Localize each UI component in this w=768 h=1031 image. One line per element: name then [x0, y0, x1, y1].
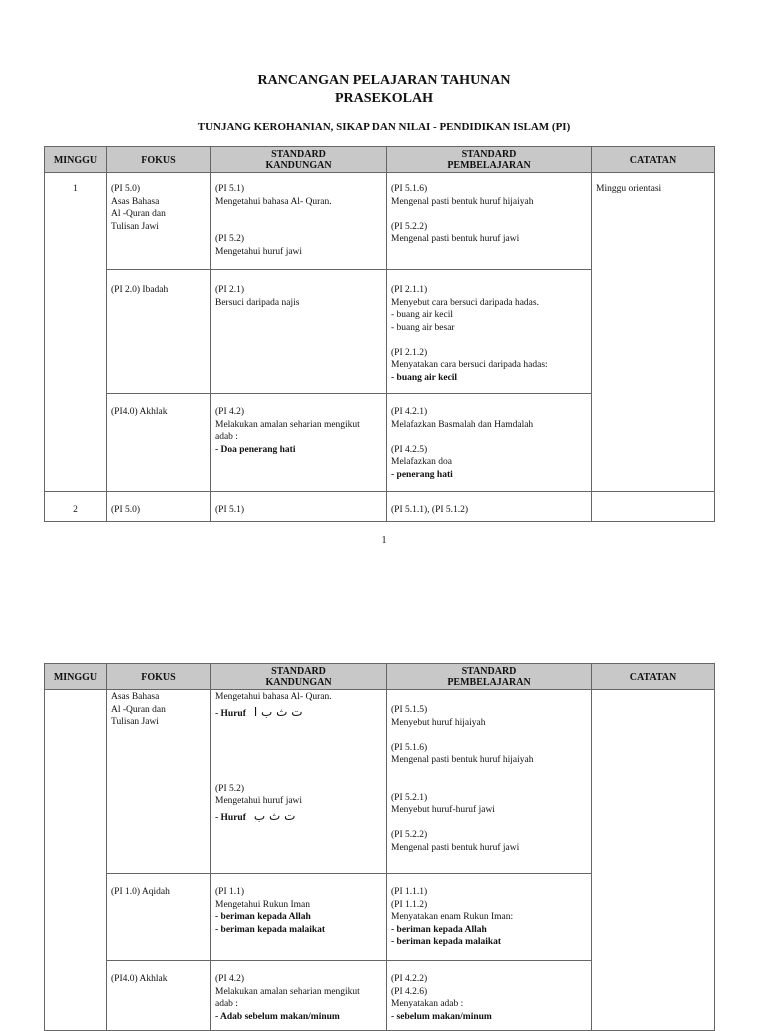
header-fokus: FOKUS — [107, 664, 211, 690]
page-number: 1 — [381, 535, 387, 546]
header-minggu: MINGGU — [45, 664, 107, 690]
standard-pembelajaran-cell: (PI 5.1.5) Menyebut huruf hijaiyah (PI 5.1.6) Mengenal pasti bentuk huruf hijaiyah (PI 5.2.1) Menyebut huruf-huruf jawi (PI 5.2.2) Mengenal pasti bentuk huruf jawi — [387, 690, 592, 874]
document-subtitle: TUNJANG KEROHANIAN, SIKAP DAN NILAI - PENDIDIKAN ISLAM (PI) — [197, 121, 571, 133]
fokus-cell: (PI4.0) Akhlak — [107, 394, 211, 492]
header-catatan: CATATAN — [592, 147, 715, 173]
header-standard-pembelajaran: STANDARD PEMBELAJARAN — [387, 664, 592, 690]
standard-pembelajaran-cell: (PI 1.1.1) (PI 1.1.2) Menyatakan enam Rukun Iman: - beriman kepada Allah - beriman kepada malaikat — [387, 874, 592, 961]
standard-kandungan-cell: (PI 5.1) — [211, 492, 387, 522]
header-fokus: FOKUS — [107, 147, 211, 173]
fokus-cell: (PI 5.0) Asas Bahasa Al -Quran dan Tulisan Jawi — [107, 173, 211, 270]
week-number: 1 — [45, 173, 107, 492]
table-header-row — [45, 664, 715, 690]
table-row — [45, 173, 715, 270]
standard-pembelajaran-cell: (PI 5.1.1), (PI 5.1.2) — [387, 492, 592, 522]
document-title: RANCANGAN PELAJARAN TAHUNAN — [257, 73, 511, 88]
standard-kandungan-cell: (PI 5.1) Mengetahui bahasa Al- Quran. (PI 5.2) Mengetahui huruf jawi — [211, 173, 387, 270]
table-row — [45, 492, 715, 522]
week-number: 2 — [45, 492, 107, 522]
standard-kandungan-cell: (PI 4.2) Melakukan amalan seharian mengikut adab : - Doa penerang hati — [211, 394, 387, 492]
jawi-letters: ت ث ب — [253, 808, 296, 823]
standard-pembelajaran-cell: (PI 4.2.2) (PI 4.2.6) Menyatakan adab : - sebelum makan/minum — [387, 961, 592, 1031]
plan-table-page1 — [44, 146, 715, 522]
standard-kandungan-cell: (PI 4.2) Melakukan amalan seharian mengikut adab : - Adab sebelum makan/minum — [211, 961, 387, 1031]
standard-pembelajaran-cell: (PI 2.1.1) Menyebut cara bersuci daripada hadas. - buang air kecil - buang air besar (PI 2.1.2) Menyatakan cara bersuci daripada hadas: - buang air kecil — [387, 270, 592, 394]
fokus-cell: (PI4.0) Akhlak — [107, 961, 211, 1031]
fokus-cell: (PI 2.0) Ibadah — [107, 270, 211, 394]
catatan-cell — [592, 492, 715, 522]
week-number — [45, 690, 107, 1031]
header-standard-kandungan: STANDARD KANDUNGAN — [211, 147, 387, 173]
fokus-cell: (PI 5.0) — [107, 492, 211, 522]
standard-pembelajaran-cell: (PI 4.2.1) Melafazkan Basmalah dan Hamdalah (PI 4.2.5) Melafazkan doa - penerang hati — [387, 394, 592, 492]
header-catatan: CATATAN — [592, 664, 715, 690]
standard-kandungan-cell: (PI 1.1) Mengetahui Rukun Iman - beriman kepada Allah - beriman kepada malaikat — [211, 874, 387, 961]
header-standard-kandungan: STANDARD KANDUNGAN — [211, 664, 387, 690]
standard-pembelajaran-cell: (PI 5.1.6) Mengenal pasti bentuk huruf hijaiyah (PI 5.2.2) Mengenal pasti bentuk huruf jawi — [387, 173, 592, 270]
fokus-cell: (PI 1.0) Aqidah — [107, 874, 211, 961]
catatan-cell: Minggu orientasi — [592, 173, 715, 492]
table-row — [45, 690, 715, 874]
header-standard-pembelajaran: STANDARD PEMBELAJARAN — [387, 147, 592, 173]
header-minggu: MINGGU — [45, 147, 107, 173]
table-header-row — [45, 147, 715, 173]
standard-kandungan-cell: Mengetahui bahasa Al- Quran. - Huruf ت ث ب ا (PI 5.2) Mengetahui huruf jawi - Huruf ت ث ب — [211, 690, 387, 874]
plan-table-page2 — [44, 663, 715, 1031]
fokus-cell: Asas Bahasa Al -Quran dan Tulisan Jawi — [107, 690, 211, 874]
hijaiyah-letters: ت ث ب ا — [253, 704, 303, 719]
document-title-line2: PRASEKOLAH — [334, 91, 433, 106]
catatan-cell — [592, 690, 715, 1031]
standard-kandungan-cell: (PI 2.1) Bersuci daripada najis — [211, 270, 387, 394]
